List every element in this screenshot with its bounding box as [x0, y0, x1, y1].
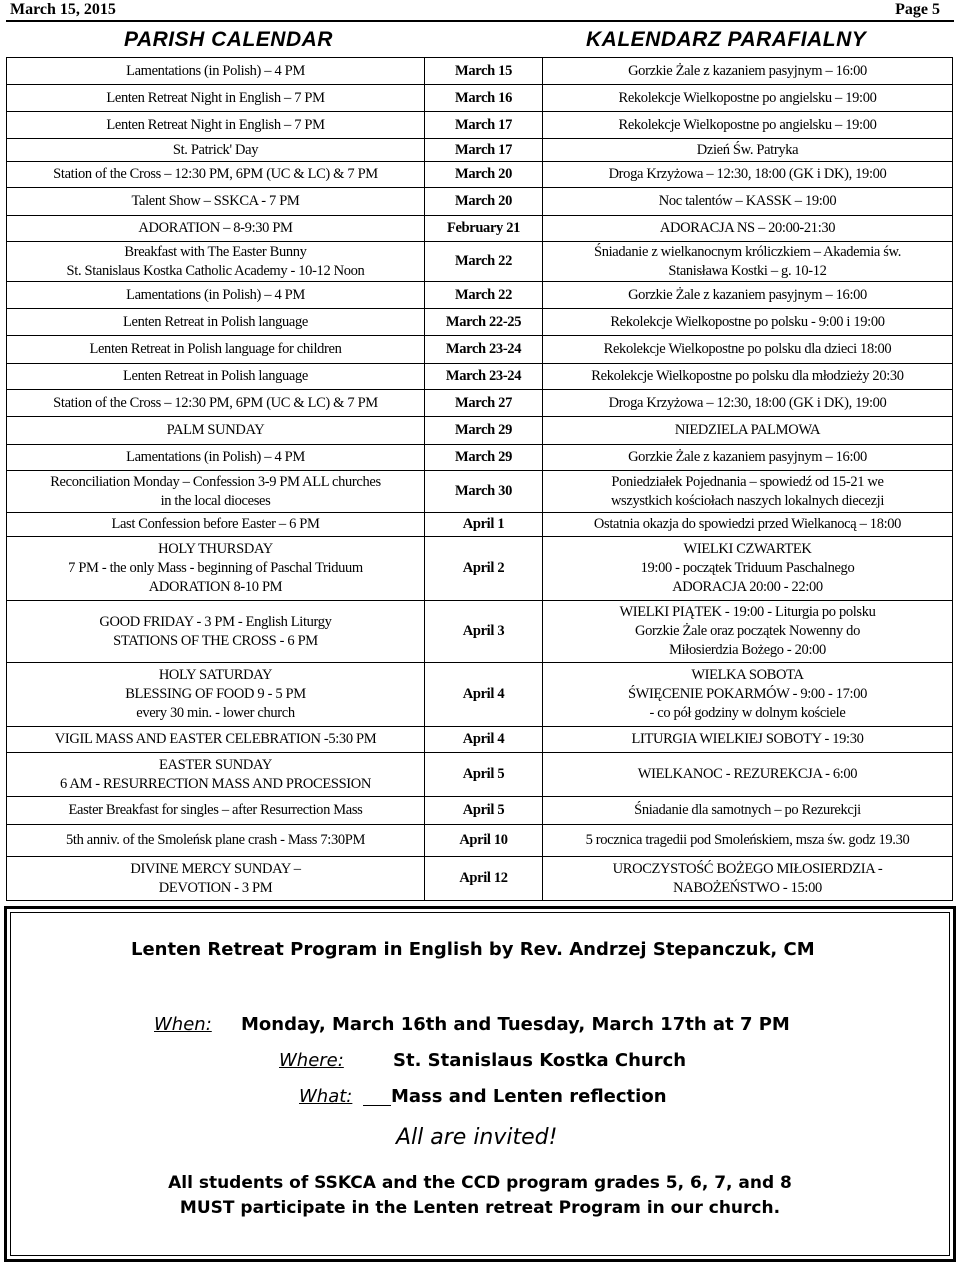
where-value: St. Stanislaus Kostka Church	[393, 1050, 687, 1071]
event-date	[425, 336, 543, 364]
what-underline	[363, 1105, 391, 1106]
calendar-row	[7, 537, 953, 601]
event-english-line: Talent Show – SSKCA - 7 PM	[131, 193, 300, 209]
event-english-line: in the local dioceses	[160, 492, 271, 509]
event-date	[425, 139, 543, 162]
event-english-line: Station of the Cross – 12:30 PM, 6PM (UC & LC) & 7 PM	[53, 394, 378, 411]
event-polish-line: Droga Krzyżowa – 12:30, 18:00 (GK i DK), 19:00	[608, 166, 887, 182]
retreat-title: Lenten Retreat Program in English by Rev. Andrzej Stepanczuk, CM	[131, 939, 815, 960]
event-english-line: DEVOTION - 3 PM	[158, 879, 273, 896]
event-polish-line: Rekolekcje Wielkopostne po polsku dla dzieci 18:00	[603, 341, 892, 357]
event-date-line: March 27	[455, 394, 512, 411]
event-date-line: April 5	[462, 766, 505, 782]
event-english	[7, 857, 425, 901]
calendar-row	[7, 112, 953, 139]
event-polish-line: Rekolekcje Wielkopostne po polsku dla młodzieży 20:30	[591, 368, 904, 384]
event-polish-line: Dzień Św. Patryka	[696, 141, 799, 158]
event-date-line: March 23-24	[445, 368, 522, 384]
event-polish-line: Noc talentów – KASSK – 19:00	[658, 193, 837, 209]
event-polish	[543, 58, 953, 85]
event-english-line: ADORATION – 8-9:30 PM	[138, 220, 293, 236]
event-english	[7, 727, 425, 753]
event-date	[425, 417, 543, 445]
event-english	[7, 309, 425, 336]
event-polish-line: Rekolekcje Wielkopostne po angielsku – 19:00	[618, 89, 877, 106]
event-date-line: April 1	[462, 516, 505, 532]
event-english-line: PALM SUNDAY	[166, 422, 265, 438]
event-polish-line: - co pół godziny w dolnym kościele	[649, 705, 846, 721]
event-date	[425, 309, 543, 336]
event-english-line: HOLY SATURDAY	[158, 667, 273, 683]
event-date	[425, 727, 543, 753]
event-date	[425, 601, 543, 663]
event-polish	[543, 753, 953, 797]
calendar-row	[7, 513, 953, 537]
event-english-line: St. Patrick' Day	[172, 141, 259, 158]
event-date-line: March 20	[455, 193, 512, 209]
event-date-line: April 3	[462, 623, 505, 639]
event-polish-line: Gorzkie Żale z kazaniem pasyjnym – 16:00	[628, 449, 867, 465]
event-polish-line: WIELKA SOBOTA	[691, 667, 804, 683]
invitation: All are invited!	[396, 1125, 558, 1150]
issue-date: March 15, 2015	[10, 1, 116, 18]
event-date-line: March 16	[455, 89, 512, 106]
event-date	[425, 390, 543, 417]
calendar-row	[7, 188, 953, 216]
event-date	[425, 216, 543, 242]
event-date	[425, 242, 543, 282]
event-date	[425, 471, 543, 513]
event-date	[425, 857, 543, 901]
event-polish	[543, 417, 953, 445]
footer-line-2: MUST participate in the Lenten retreat Program in our church.	[179, 1198, 781, 1218]
event-english-line: Lamentations (in Polish) – 4 PM	[126, 62, 305, 79]
event-english	[7, 513, 425, 537]
event-english-line: Last Confession before Easter – 6 PM	[111, 516, 320, 532]
event-polish-line: NIEDZIELA PALMOWA	[674, 422, 821, 438]
event-english	[7, 85, 425, 112]
event-english	[7, 753, 425, 797]
event-polish-line: Ostatnia okazja do spowiedzi przed Wielkanocą – 18:00	[593, 516, 902, 532]
event-english-line: VIGIL MASS AND EASTER CELEBRATION -5:30 PM	[54, 731, 377, 747]
event-date	[425, 825, 543, 857]
event-polish-line: LITURGIA WIELKIEJ SOBOTY - 19:30	[631, 731, 864, 747]
event-english	[7, 825, 425, 857]
calendar-row	[7, 85, 953, 112]
event-polish-line: Śniadanie z wielkanocnym króliczkiem – Akademia św.	[594, 243, 901, 260]
calendar-row	[7, 139, 953, 162]
when-value: Monday, March 16th and Tuesday, March 17th at 7 PM	[241, 1014, 790, 1035]
event-polish	[543, 309, 953, 336]
calendar-row	[7, 753, 953, 797]
event-english-line: STATIONS OF THE CROSS - 6 PM	[113, 632, 318, 649]
event-polish-line: Gorzkie Żale z kazaniem pasyjnym – 16:00	[628, 286, 867, 303]
calendar-row	[7, 390, 953, 417]
event-polish	[543, 85, 953, 112]
event-polish	[543, 471, 953, 513]
event-date	[425, 58, 543, 85]
event-english	[7, 663, 425, 727]
event-polish-line: WIELKI PIĄTEK - 19:00 - Liturgia po polsku	[619, 604, 876, 620]
event-date	[425, 282, 543, 309]
event-english	[7, 242, 425, 282]
event-date	[425, 364, 543, 390]
calendar-body	[7, 58, 953, 901]
page-header	[6, 0, 954, 22]
event-english	[7, 601, 425, 663]
calendar-row	[7, 216, 953, 242]
event-polish-line: ADORACJA 20:00 - 22:00	[672, 579, 823, 595]
event-polish-line: NABOŻEŃSTWO - 15:00	[673, 879, 822, 896]
event-date-line: April 10	[459, 832, 508, 848]
event-polish-line: wszystkich kościołach naszych lokalnych diecezji	[610, 492, 885, 509]
calendar-row	[7, 445, 953, 471]
event-polish-line: Droga Krzyżowa – 12:30, 18:00 (GK i DK), 19:00	[608, 394, 887, 411]
event-polish-line: Stanisława Kostki – g. 10-12	[668, 262, 827, 279]
event-date-line: April 2	[462, 560, 505, 576]
event-date-line: March 17	[455, 141, 512, 158]
event-english-line: 5th anniv. of the Smoleńsk plane crash - Mass 7:30PM	[65, 832, 366, 848]
event-polish-line: Rekolekcje Wielkopostne po polsku - 9:00 i 19:00	[610, 313, 885, 330]
event-date-line: March 29	[455, 449, 512, 465]
calendar-row	[7, 336, 953, 364]
event-date-line: March 22	[455, 286, 512, 303]
event-polish	[543, 825, 953, 857]
calendar-row	[7, 282, 953, 309]
event-date-line: February 21	[446, 220, 521, 236]
event-english	[7, 139, 425, 162]
event-polish-line: Gorzkie Żale z kazaniem pasyjnym – 16:00	[628, 62, 867, 79]
event-date-line: April 4	[462, 686, 505, 702]
retreat-box	[4, 906, 956, 1262]
event-polish	[543, 390, 953, 417]
calendar-row	[7, 857, 953, 901]
event-english-line: Reconciliation Monday – Confession 3-9 PM ALL churches	[50, 473, 381, 490]
event-date	[425, 85, 543, 112]
event-english	[7, 188, 425, 216]
event-date-line: March 23-24	[445, 341, 522, 357]
retreat-box-inner	[10, 912, 950, 1256]
event-polish	[543, 336, 953, 364]
event-polish	[543, 139, 953, 162]
event-english	[7, 471, 425, 513]
event-polish	[543, 797, 953, 825]
calendar-row	[7, 825, 953, 857]
event-english-line: every 30 min. - lower church	[136, 705, 295, 721]
calendar-row	[7, 663, 953, 727]
event-date	[425, 797, 543, 825]
event-date	[425, 537, 543, 601]
title-english: PARISH CALENDAR	[124, 28, 333, 51]
event-english-line: BLESSING OF FOOD 9 - 5 PM	[125, 686, 306, 702]
event-date	[425, 753, 543, 797]
event-english-line: Lenten Retreat in Polish language	[123, 368, 308, 384]
event-english	[7, 336, 425, 364]
event-polish-line: 19:00 - początek Triduum Paschalnego	[640, 560, 855, 576]
event-english-line: Easter Breakfast for singles – after Resurrection Mass	[68, 802, 363, 818]
event-polish	[543, 282, 953, 309]
event-english	[7, 162, 425, 188]
event-english-line: Lenten Retreat in Polish language for children	[89, 341, 342, 357]
footer-line-1: All students of SSKCA and the CCD program grades 5, 6, 7, and 8	[168, 1173, 792, 1193]
event-polish-line: UROCZYSTOŚĆ BOŻEGO MIŁOSIERDZIA -	[612, 860, 883, 877]
event-english	[7, 797, 425, 825]
event-english	[7, 58, 425, 85]
event-polish	[543, 188, 953, 216]
where-label: Where:	[279, 1050, 344, 1071]
event-polish	[543, 663, 953, 727]
event-polish-line: ADORACJA NS – 20:00-21:30	[659, 220, 836, 236]
event-polish	[543, 727, 953, 753]
calendar-table	[6, 57, 953, 901]
event-polish-line: Miłosierdzia Bożego - 20:00	[669, 642, 826, 658]
event-english	[7, 282, 425, 309]
calendar-row	[7, 727, 953, 753]
event-polish	[543, 513, 953, 537]
event-english-line: St. Stanislaus Kostka Catholic Academy - 10-12 Noon	[66, 262, 365, 279]
event-polish	[543, 364, 953, 390]
event-date-line: March 20	[455, 166, 512, 182]
event-date-line: March 15	[455, 62, 512, 79]
event-polish-line: Rekolekcje Wielkopostne po angielsku – 19:00	[618, 116, 877, 133]
event-polish	[543, 857, 953, 901]
event-polish	[543, 242, 953, 282]
event-english-line: Lenten Retreat Night in English – 7 PM	[106, 89, 325, 106]
event-polish-line: ŚWIĘCENIE POKARMÓW - 9:00 - 17:00	[627, 686, 868, 702]
event-english-line: GOOD FRIDAY - 3 PM - English Liturgy	[99, 613, 332, 630]
event-english	[7, 390, 425, 417]
event-english-line: ADORATION 8-10 PM	[148, 579, 283, 595]
event-date-line: March 30	[455, 483, 512, 499]
event-polish-line: Śniadanie dla samotnych – po Rezurekcji	[634, 802, 861, 818]
event-date-line: April 5	[462, 802, 505, 818]
calendar-row	[7, 417, 953, 445]
event-english	[7, 537, 425, 601]
event-english	[7, 216, 425, 242]
event-english-line: HOLY THURSDAY	[158, 541, 273, 557]
calendar-row	[7, 58, 953, 85]
when-label: When:	[154, 1014, 212, 1035]
calendar-row	[7, 162, 953, 188]
event-polish-line: 5 rocznica tragedii pod Smoleńskiem, msza św. godz 19.30	[585, 832, 910, 848]
event-date	[425, 445, 543, 471]
event-english-line: EASTER SUNDAY	[159, 756, 272, 773]
page-number: Page 5	[895, 1, 940, 18]
event-english	[7, 112, 425, 139]
event-english	[7, 364, 425, 390]
event-polish	[543, 216, 953, 242]
event-english-line: Lamentations (in Polish) – 4 PM	[126, 286, 305, 303]
event-polish-line: Poniedziałek Pojednania – spowiedź od 15-21 we	[611, 473, 884, 490]
event-date	[425, 112, 543, 139]
calendar-row	[7, 797, 953, 825]
event-date	[425, 513, 543, 537]
event-date	[425, 663, 543, 727]
event-date	[425, 188, 543, 216]
calendar-titles	[6, 26, 954, 56]
what-value: Mass and Lenten reflection	[391, 1086, 667, 1107]
event-english-line: Lamentations (in Polish) – 4 PM	[126, 449, 305, 465]
event-polish-line: Gorzkie Żale oraz początek Nowenny do	[635, 623, 860, 639]
event-date-line: March 22-25	[445, 313, 522, 330]
calendar-row	[7, 471, 953, 513]
event-date-line: March 29	[455, 422, 512, 438]
event-english	[7, 417, 425, 445]
event-english-line: Breakfast with The Easter Bunny	[124, 243, 307, 260]
event-english-line: Lenten Retreat in Polish language	[123, 313, 308, 330]
event-english-line: 7 PM - the only Mass - beginning of Paschal Triduum	[68, 560, 363, 576]
event-english-line: Station of the Cross – 12:30 PM, 6PM (UC & LC) & 7 PM	[53, 166, 378, 182]
calendar-row	[7, 242, 953, 282]
event-date	[425, 162, 543, 188]
event-english-line: DIVINE MERCY SUNDAY –	[130, 860, 301, 877]
event-date-line: April 4	[462, 731, 505, 747]
event-polish	[543, 112, 953, 139]
event-polish-line: WIELKANOC - REZUREKCJA - 6:00	[637, 766, 858, 782]
calendar-row	[7, 309, 953, 336]
event-polish	[543, 445, 953, 471]
event-english	[7, 445, 425, 471]
what-label: What:	[299, 1086, 353, 1107]
event-date-line: March 22	[455, 253, 512, 269]
event-date-line: March 17	[455, 116, 512, 133]
event-english-line: 6 AM - RESURRECTION MASS AND PROCESSION	[59, 775, 372, 792]
event-polish	[543, 601, 953, 663]
event-polish	[543, 162, 953, 188]
calendar-row	[7, 601, 953, 663]
title-polish: KALENDARZ PARAFIALNY	[586, 28, 867, 51]
calendar-row	[7, 364, 953, 390]
event-english-line: Lenten Retreat Night in English – 7 PM	[106, 116, 325, 133]
event-date-line: April 12	[459, 870, 508, 886]
event-polish	[543, 537, 953, 601]
event-polish-line: WIELKI CZWARTEK	[683, 541, 812, 557]
